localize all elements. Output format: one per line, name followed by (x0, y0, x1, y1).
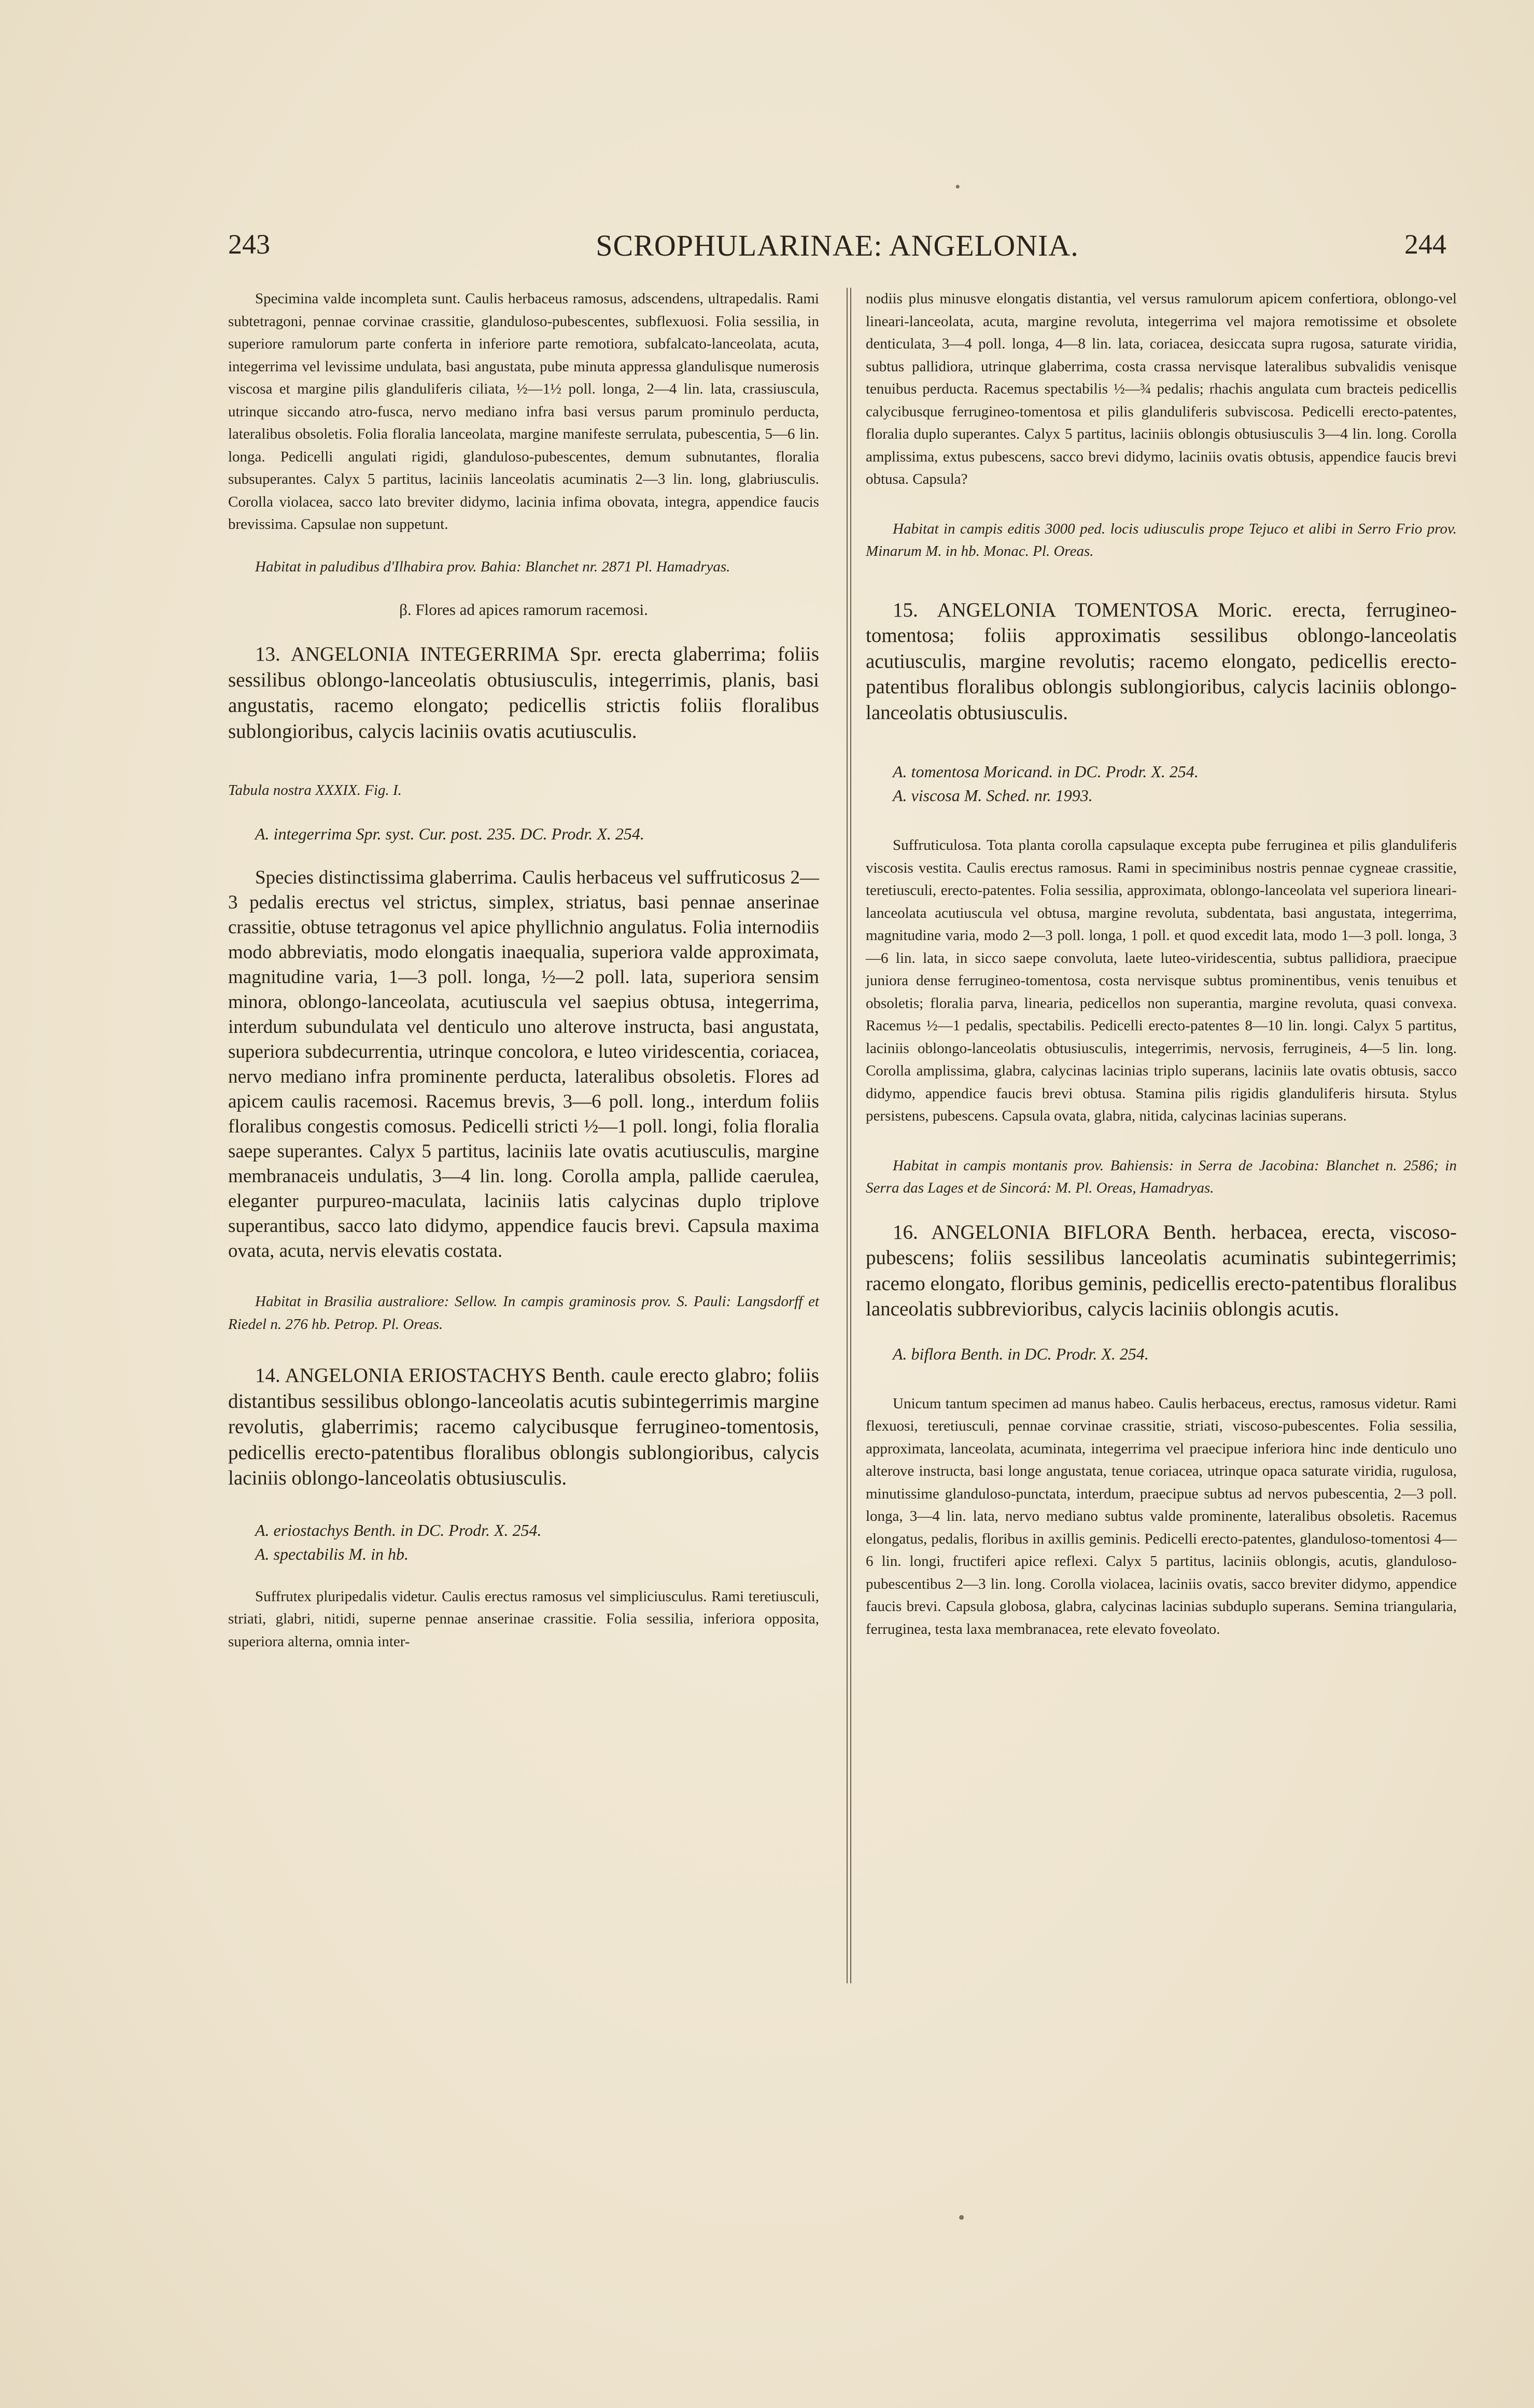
species-13-synonym: A. integerrima Spr. syst. Cur. post. 235. DC. Prodr. X. 254. (255, 824, 644, 843)
species-14-diagnosis: 14. ANGELONIA ERIOSTACHYS Benth. caule erecto glabro; foliis distantibus sessilibus oblongo-lanceolatis acutis subintegerrimis margine revolutis, glaberrimis; racemo calycibusque ferrugineo-tomentosis, pedicellis erecto-patentibus floralibus oblongis sublongioribus, calycis laciniis oblongo-lanceolatis obtusiusculis. (228, 1364, 819, 1489)
species-14-habitat: Habitat in campis editis 3000 ped. locis udiusculis prope Tejuco et alibi in Serro Frio prov. Minarum M. in hb. Monac. Pl. Oreas. (866, 520, 1457, 559)
ink-speck: • (958, 2207, 965, 2229)
page-header (228, 228, 1446, 270)
species-14-synonym-1: A. eriostachys Benth. in DC. Prodr. X. 254. (255, 1520, 542, 1539)
species-15-description: Suffruticulosa. Tota planta corolla capsulaque excepta pube ferruginea et pilis glanduliferis viscosis vestita. Caulis erectus ramosus. Rami in speciminibus nostris pennae cygneae crassitie, teretiusculi, erecto-patentes. Folia sessilia, approximata, oblongo-lanceolata vel superiora lineari-lanceolata acutiuscula vel obtusa, margine revoluta, subdentata, basi angustata, integerrima, magnitudine varia, modo 2—3 poll. longa, 1 poll. et quod excedit lata, modo 1—3 poll. longa, 3—6 lin. lata, in sicco saepe convoluta, laete luteo-viridescentia, subtus pallidiora, praecipue juniora dense ferrugineo-tomentosa, costa nervisque subtus prominentibus, venis tenuibus et obsoletis; floralia parva, linearia, pedicellos non superantia, margine revoluta, quasi convexa. Racemus ½—1 pedalis, spectabilis. Pedicelli erecto-patentes 8—10 lin. longi. Calyx 5 partitus, laciniis oblongo-lanceolatis obtusiusculis, integerrimis, nervosis, ferrugineis, 4—5 lin. long. Corolla amplissima, glabra, calycinas lacinias triplo superans, laciniis late ovatis obtusis, sacco didymo, appendice faucis brevi obtusa. Stamina pilis rigidis glanduliferis hirsuta. Stylus persistens, pubescens. Capsula ovata, glabra, nitida, calycinas lacinias superans. (866, 837, 1457, 1124)
species-16-synonym: A. biflora Benth. in DC. Prodr. X. 254. (893, 1344, 1149, 1363)
page-number-left: 243 (228, 229, 270, 260)
right-column (866, 288, 1457, 1641)
species-12-description: Specimina valde incompleta sunt. Caulis herbaceus ramosus, adscendens, ultrapedalis. Rami subtetragoni, pennae corvinae crassitie, glanduloso-pubescentes, subflexuosi. Folia sessilia, in superiore ramulorum parte conferta in inferiore parte remotiora, subfalcato-lanceolata, acuta, integerrima vel levissime undulata, basi angustata, pube minuta appressa glandulisque numerosis viscosa et margine pilis glanduliferis ciliata, ½—1½ poll. longa, 2—4 lin. lata, crassiuscula, utrinque siccando atro-fusca, nervo mediano infra basi versus parum prominulo perducta, lateralibus obsoletis. Folia floralia lanceolata, margine manifeste serrulata, pubescentia, 5—6 lin. longa. Pedicelli angulati rigidi, glanduloso-pubescentes, demum subnutantes, floralia subsuperantes. Calyx 5 partitus, laciniis lanceolatis acuminatis 2—3 lin. long, glabriusculis. Corolla violacea, sacco lato breviter didymo, lacinia infima obovata, integra, appendice faucis brevissima. Capsulae non suppetunt. (228, 290, 819, 533)
species-15-diagnosis: 15. ANGELONIA TOMENTOSA Moric. erecta, ferrugineo-tomentosa; foliis approximatis sessilibus oblongo-lanceolatis acutiusculis, margine revolutis; racemo elongato, pedicellis erecto-patentibus floralibus oblongis sublongioribus, calycis laciniis oblongo-lanceolatis obtusiusculis. (866, 598, 1457, 724)
species-14-description: Suffrutex pluripedalis videtur. Caulis erectus ramosus vel simpliciusculus. Rami teretiusculi, striati, glabri, nitidi, superne pennae anserinae crassitie. Folia sessilia, inferiora opposita, superiora alterna, omnia inter- (228, 1588, 819, 1650)
species-14-synonym-2: A. spectabilis M. in hb. (255, 1544, 409, 1563)
running-title: SCROPHULARINAE: ANGELONIA. (596, 229, 1079, 262)
left-column (228, 288, 819, 1653)
species-13-habitat: Habitat in Brasilia australiore: Sellow. In campis graminosis prov. S. Pauli: Langsdorff et Riedel n. 276 hb. Petrop. Pl. Oreas. (228, 1293, 819, 1333)
species-16-description: Unicum tantum specimen ad manus habeo. Caulis herbaceus, erectus, ramosus videtur. Rami flexuosi, teretiusculi, pennae corvinae crassitie, striati, viscoso-pubescentes. Folia sessilia, approximata, lanceolata, acuminata, integerrima vel praecipue inferiora hinc inde denticulo uno alterove instructa, basi longe angustata, tenue coriacea, utrinque opaca saturate viridia, rugulosa, minutissime glanduloso-punctata, interdum, praecipue subtus ad nervos pubescentia, 2—3 poll. longa, 3—4 lin. lata, nervo mediano subtus valde prominente, lateralibus obsoletis. Racemus elongatus, pedalis, floribus in axillis geminis. Pedicelli erecto-patentes, glanduloso-tomentosi 4—6 lin. longi, fructiferi apice reflexi. Calyx 5 partitus, laciniis oblongis, acutis, glanduloso-pubescentibus 2—3 lin. long. Corolla violacea, laciniis ovatis, sacco breviter didymo, appendice faucis brevi. Capsula globosa, glabra, calycinas lacinias subduplo superans. Semina triangularia, ferruginea, testa laxa membranacea, rete elevato foveolato. (866, 1395, 1457, 1637)
ink-speck: • (955, 178, 961, 195)
species-15-habitat: Habitat in campis montanis prov. Bahiensis: in Serra de Jacobina: Blanchet n. 2586; in Serra das Lages et de Sincorá: M. Pl. Oreas, Hamadryas. (866, 1157, 1457, 1196)
page-number-right: 244 (1404, 229, 1446, 260)
species-15-synonym-2: A. viscosa M. Sched. nr. 1993. (893, 786, 1093, 805)
species-13-plate: Tabula nostra XXXIX. Fig. I. (228, 782, 402, 799)
species-14-description-cont: nodiis plus minusve elongatis distantia, vel versus ramulorum apicem confertiora, oblongo-vel lineari-lanceolata, acuta, margine revoluta, integerrima vel majora remotissime et obsolete denticulata, 3—4 poll. longa, 4—8 lin. lata, coriacea, desiccata supra rugosa, saturate viridia, subtus pallidiora, utrinque glaberrima, costa crassa nervisque lateralibus subvalidis venisque tenuibus perducta. Racemus spectabilis ½—¾ pedalis; rhachis angulata cum bracteis pedicellis calycibusque ferrugineo-tomentosa et pilis glanduliferis subviscosa. Pedicelli erecto-patentes, floralia duplo superantes. Calyx 5 partitus, laciniis oblongis obtusiusculis 3—4 lin. long. Corolla amplissima, extus pubescens, sacco brevi didymo, laciniis ovatis obtusis, appendice faucis brevi obtusa. Capsula? (866, 290, 1457, 487)
species-12-variety-beta: β. Flores ad apices ramorum racemosi. (399, 600, 648, 619)
species-16-diagnosis: 16. ANGELONIA BIFLORA Benth. herbacea, erecta, viscoso-pubescens; foliis sessilibus lanceolatis acuminatis subintegerrimis; racemo elongato, floribus geminis, pedicellis erecto-patentibus floralibus lanceolatis subbrevioribus, calycis laciniis oblongis acutis. (866, 1221, 1457, 1320)
species-15-synonym-1: A. tomentosa Moricand. in DC. Prodr. X. 254. (893, 762, 1199, 781)
species-13-diagnosis: 13. ANGELONIA INTEGERRIMA Spr. erecta glaberrima; foliis sessilibus oblongo-lanceolatis obtusiusculis, integerrimis, planis, basi angustatis, racemo elongato; pedicellis strictis foliis floralibus sublongioribus, calycis laciniis ovatis acutiusculis. (228, 643, 819, 743)
species-13-description: Species distinctissima glaberrima. Caulis herbaceus vel suffruticosus 2—3 pedalis erectus vel strictus, simplex, striatus, basi pennae anserinae crassitie, obtuse tetragonus vel apice phyllichnio angulatus. Folia internodiis modo abbreviatis, modo elongatis inaequalia, superiora valde approximata, magnitudine varia, 1—3 poll. longa, ½—2 poll. lata, superiora sensim minora, oblongo-lanceolata, acutiuscula vel saepius obtusa, integerrima, interdum subundulata vel denticulo uno alterove instructa, basi angustata, superiora subdecurrentia, utrinque concolora, e luteo viridescentia, coriacea, nervo mediano infra prominente perducta, lateralibus obsoletis. Flores ad apicem caulis racemosi. Racemus brevis, 3—6 poll. long., interdum foliis floralibus congestis comosus. Pedicelli stricti ½—1 poll. longi, folia floralia saepe superantes. Calyx 5 partitus, laciniis late ovatis acutiusculis, margine membranaceis undulatis, 3—4 lin. long. Corolla ampla, pallide caerulea, eleganter purpureo-maculata, laciniis latis calycinas duplo triplove superantibus, sacco lato didymo, appendice faucis brevi. Capsula maxima ovata, acuta, nervis elevatis costata. (228, 867, 819, 1262)
species-12-habitat: Habitat in paludibus d'Ilhabira prov. Bahia: Blanchet nr. 2871 Pl. Hamadryas. (255, 558, 730, 575)
column-divider (847, 288, 851, 1983)
